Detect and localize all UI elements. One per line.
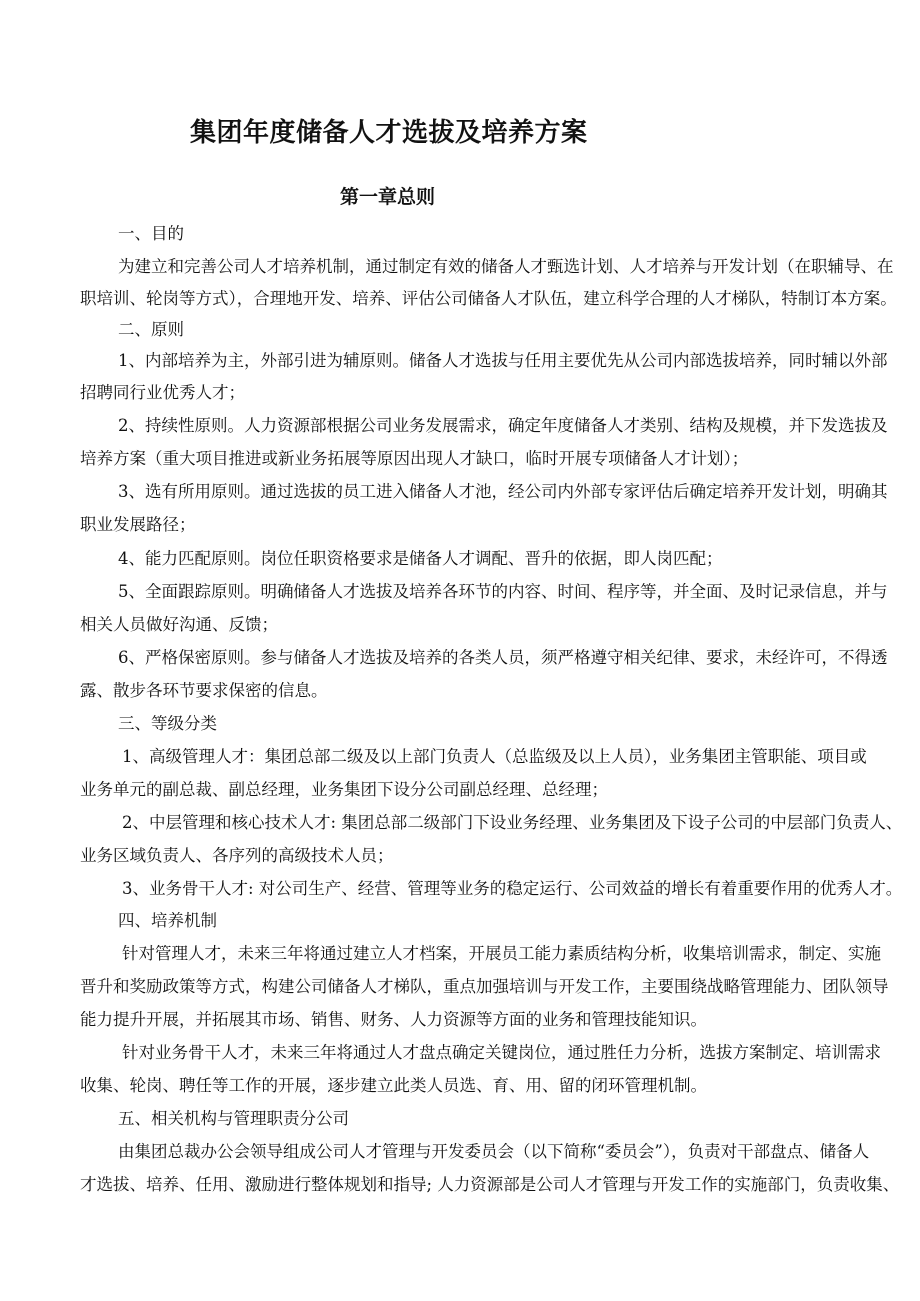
paragraph-line: 相关人员做好沟通、反馈； bbox=[80, 615, 278, 634]
paragraph-line: 5、全面跟踪原则。明确储备人才选拔及培养各环节的内容、时间、程序等，并全面、及时记录信息，并与 bbox=[118, 582, 888, 601]
paragraph-line: 才选拔、培养、任用、激励进行整体规划和指导; 人力资源部是公司人才管理与开发工作的实施部门，负责收集、 bbox=[80, 1175, 900, 1194]
paragraph-line: 1、内部培养为主，外部引进为辅原则。储备人才选拔与任用主要优先从公司内部选拔培养，同时辅以外部 bbox=[118, 351, 888, 370]
section-heading-principles: 二、原则 bbox=[118, 320, 184, 339]
paragraph-line: 露、散步各环节要求保密的信息。 bbox=[80, 681, 328, 700]
section-heading-classification: 三、等级分类 bbox=[118, 714, 217, 733]
paragraph-line: 业务区域负责人、各序列的高级技术人员； bbox=[80, 846, 394, 865]
paragraph-line: 针对管理人才，未来三年将通过建立人才档案，开展员工能力素质结构分析，收集培训需求，制定、实施 bbox=[122, 944, 881, 963]
paragraph-line: 培养方案（重大项目推进或新业务拓展等原因出现人才缺口，临时开展专项储备人才计划）； bbox=[80, 449, 749, 468]
paragraph-line: 3、选有所用原则。通过选拔的员工进入储备人才池，经公司内外部专家评估后确定培养开发计划，明确其 bbox=[118, 482, 888, 501]
paragraph-line: 2、持续性原则。人力资源部根据公司业务发展需求，确定年度储备人才类别、结构及规模，并下发选拔及 bbox=[118, 416, 888, 435]
paragraph-line: 4、能力匹配原则。岗位任职资格要求是储备人才调配、晋升的依据，即人岗匹配； bbox=[118, 549, 723, 568]
paragraph-line: 晋升和奖励政策等方式，构建公司储备人才梯队，重点加强培训与开发工作，主要围绕战略管理能力、团队领导 bbox=[80, 977, 889, 996]
paragraph-line: 2、中层管理和核心技术人才: 集团总部二级部门下设业务经理、业务集团及下设子公司的中层部门负责人、 bbox=[122, 813, 903, 832]
section-heading-organization: 五、相关机构与管理职责分公司 bbox=[118, 1109, 349, 1128]
paragraph-line: 1、高级管理人才：集团总部二级及以上部门负责人（总监级及以上人员），业务集团主管职能、项目或 bbox=[122, 747, 867, 766]
paragraph-line: 由集团总裁办公会领导组成公司人才管理与开发委员会（以下简称“委员会”），负责对干部盘点、储备人 bbox=[118, 1142, 870, 1161]
section-heading-purpose: 一、目的 bbox=[118, 224, 184, 243]
paragraph-line: 3、业务骨干人才: 对公司生产、经营、管理等业务的稳定运行、公司效益的增长有着重要作用的优秀人才。 bbox=[122, 879, 903, 898]
paragraph-line: 业务单元的副总裁、副总经理，业务集团下设分公司副总经理、总经理； bbox=[80, 780, 608, 799]
chapter-title: 第一章总则 bbox=[340, 186, 436, 208]
paragraph-line: 6、严格保密原则。参与储备人才选拔及培养的各类人员，须严格遵守相关纪律、要求，未经许可，不得透 bbox=[118, 648, 888, 667]
paragraph-line: 为建立和完善公司人才培养机制，通过制定有效的储备人才甄选计划、人才培养与开发计划（在职辅导、在 bbox=[118, 257, 894, 276]
document-title: 集团年度储备人才选拔及培养方案 bbox=[190, 118, 588, 148]
paragraph-line: 针对业务骨干人才，未来三年将通过人才盘点确定关键岗位，通过胜任力分析，选拔方案制定、培训需求 bbox=[122, 1043, 881, 1062]
paragraph-line: 招聘同行业优秀人才； bbox=[80, 383, 245, 402]
section-heading-training: 四、培养机制 bbox=[118, 911, 217, 930]
paragraph-line: 收集、轮岗、聘任等工作的开展，逐步建立此类人员选、育、用、留的闭环管理机制。 bbox=[80, 1076, 707, 1095]
paragraph-line: 职培训、轮岗等方式），合理地开发、培养、评估公司储备人才队伍，建立科学合理的人才梯队，特制订本方案。 bbox=[80, 289, 897, 308]
paragraph-line: 职业发展路径； bbox=[80, 515, 196, 534]
paragraph-line: 能力提升开展，并拓展其市场、销售、财务、人力资源等方面的业务和管理技能知识。 bbox=[80, 1010, 707, 1029]
